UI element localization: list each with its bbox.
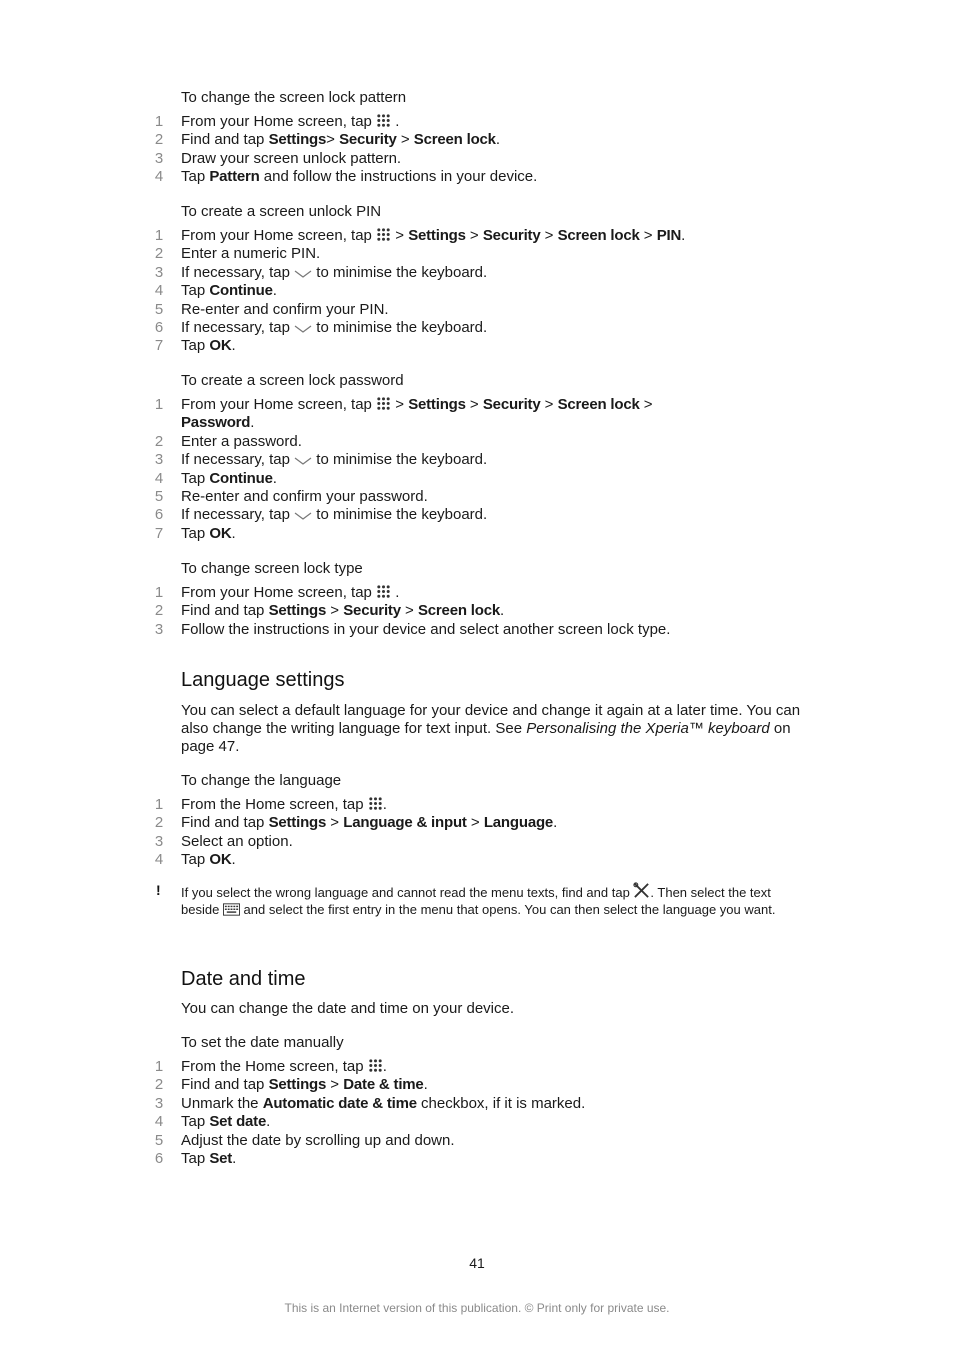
list-item: 7 Tap OK. [154, 337, 236, 355]
list-item: 1 From your Home screen, tap > Settings > Security > Screen lock > PIN. [154, 227, 686, 244]
procedure-title: To change the screen lock pattern [181, 89, 407, 106]
tools-icon [633, 882, 650, 899]
list-item: 2 Enter a password. [154, 432, 302, 450]
list-item: 2 Enter a numeric PIN. [154, 245, 321, 263]
chevron-down-icon [294, 324, 312, 334]
list-item: 3 If necessary, tap to minimise the keyboard. [154, 451, 488, 469]
list-item: 4 Tap Continue. [154, 469, 277, 487]
apps-grid-icon [368, 796, 383, 811]
procedure-change-lock-type [152, 560, 812, 639]
procedure-set-date [152, 1034, 812, 1168]
section-heading-language: Language settings [181, 669, 345, 691]
warning-note: ! If you select the wrong language and cannot read the menu texts, find and tap . Then select the text beside and select the first entry in the menu that opens. You can then select the language you want. [156, 882, 776, 917]
list-item: 1 From your Home screen, tap > Settings > Security > Screen lock > Password. [154, 396, 653, 432]
steps-list [152, 1058, 812, 1168]
page-number: 41 [469, 1255, 485, 1271]
list-item: 1 From your Home screen, tap . [154, 113, 400, 130]
list-item: 2 Find and tap Settings> Security > Screen lock. [154, 131, 500, 149]
apps-grid-icon [376, 396, 391, 411]
procedure-title: To change screen lock type [181, 560, 363, 577]
language-intro: You can select a default language for your device and change it again at a later time. You can also change the writing language for text input. See Personalising the Xperia™ keyboard on page 47. [181, 702, 801, 755]
list-item: 4 Tap Continue. [154, 282, 277, 300]
list-item: 2 Find and tap Settings > Language & input > Language. [154, 814, 558, 832]
list-item: 1 From the Home screen, tap . [154, 796, 387, 813]
procedure-create-pin [152, 203, 812, 356]
list-item: 6 Tap Set. [154, 1150, 237, 1168]
list-item: 2 Find and tap Settings > Date & time. [154, 1076, 428, 1094]
list-item: 3 Follow the instructions in your device and select another screen lock type. [154, 620, 671, 638]
procedure-create-password [152, 372, 812, 543]
list-item: 6 If necessary, tap to minimise the keyboard. [154, 506, 488, 524]
list-item: 6 If necessary, tap to minimise the keyboard. [154, 319, 488, 337]
list-item: 1 From your Home screen, tap . [154, 584, 400, 601]
list-item: 3 Unmark the Automatic date & time checkbox, if it is marked. [154, 1094, 586, 1112]
chevron-down-icon [294, 456, 312, 466]
keyboard-icon [223, 903, 240, 916]
procedure-title: To create a screen unlock PIN [181, 203, 382, 220]
list-item: 3 If necessary, tap to minimise the keyboard. [154, 263, 488, 281]
list-item: 3 Select an option. [154, 832, 293, 850]
list-item: 7 Tap OK. [154, 524, 236, 542]
procedure-title: To change the language [181, 772, 342, 789]
list-item: 2 Find and tap Settings > Security > Screen lock. [154, 602, 505, 620]
list-item: 1 From the Home screen, tap . [154, 1058, 387, 1075]
steps-list [152, 396, 812, 543]
steps-list [152, 584, 812, 639]
date-time-intro: You can change the date and time on your device. [181, 1000, 515, 1017]
chevron-down-icon [294, 511, 312, 521]
apps-grid-icon [368, 1058, 383, 1073]
cross-reference-link[interactable]: Personalising the Xperia™ keyboard [526, 720, 770, 737]
list-item: 5 Re-enter and confirm your password. [154, 488, 428, 506]
list-item: 4 Tap OK. [154, 851, 236, 869]
procedure-change-lock-pattern [152, 89, 812, 187]
steps-list [152, 227, 812, 356]
chevron-down-icon [294, 269, 312, 279]
procedure-change-language [152, 772, 812, 870]
list-item: 4 Tap Set date. [154, 1113, 271, 1131]
steps-list [152, 113, 812, 187]
section-heading-date-time: Date and time [181, 968, 306, 990]
footer-notice: This is an Internet version of this publication. © Print only for private use. [284, 1301, 670, 1315]
list-item: 5 Re-enter and confirm your PIN. [154, 300, 389, 318]
apps-grid-icon [376, 584, 391, 599]
list-item: 4 Tap Pattern and follow the instructions in your device. [154, 168, 538, 186]
procedure-title: To create a screen lock password [181, 372, 404, 389]
list-item: 3 Draw your screen unlock pattern. [154, 149, 402, 167]
list-item: 5 Adjust the date by scrolling up and down. [154, 1131, 455, 1149]
apps-grid-icon [376, 227, 391, 242]
procedure-title: To set the date manually [181, 1034, 344, 1051]
warning-icon: ! [156, 882, 161, 898]
steps-list [152, 796, 812, 870]
apps-grid-icon [376, 113, 391, 128]
